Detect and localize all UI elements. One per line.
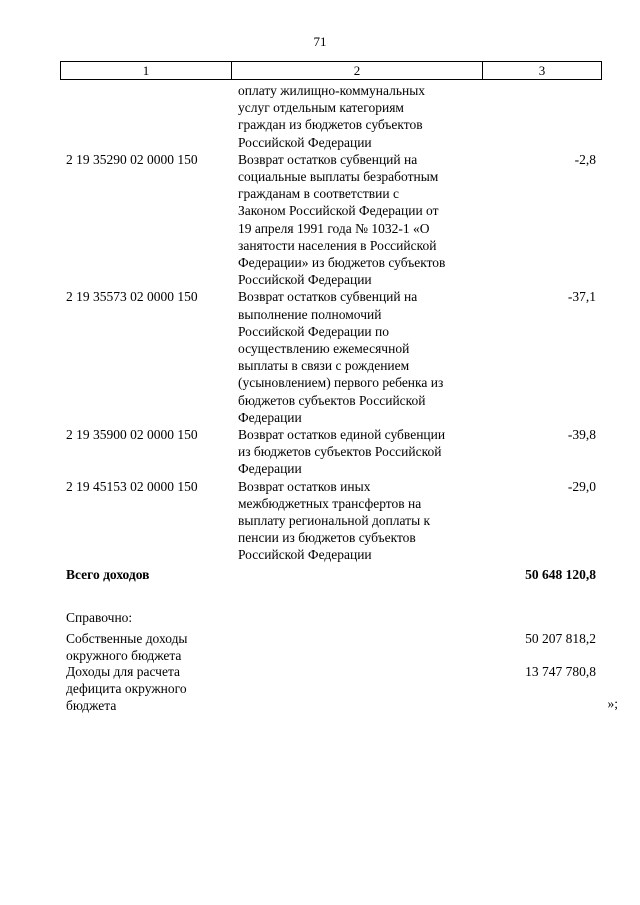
header-col-2: 2 [232,62,483,79]
deficit-income-amount: 13 747 780,8 [525,664,596,679]
own-income-label: Собственные доходы окружного бюджета [66,631,188,664]
row-code: 2 19 35290 02 0000 150 [66,151,198,167]
reference-title: Справочно: [66,610,133,625]
header-col-3: 3 [538,63,546,78]
table-header [60,61,602,80]
row-description: оплату жилищно-коммунальных услуг отдельным категориям граждан из бюджетов субъектов Российской Федерации [238,83,426,150]
total-row [0,566,640,585]
row-amount: -29,0 [567,478,596,494]
page-number: 71 [313,34,327,49]
row-code: 2 19 35900 02 0000 150 [66,427,198,443]
row-description: Возврат остатков субвенций на выполнение полномочий Российской Федерации по осуществлению ежемесячной выплаты в связи с рождением (усыновлением) первого ребенка из бюджетов субъектов Российской Федерации [238,289,444,425]
row-code: 2 19 45153 02 0000 150 [66,478,198,494]
row-amount: -37,1 [567,289,596,305]
deficit-income-label: Доходы для расчета дефицита окружного бюджета [66,664,187,714]
row-description: Возврат остатков иных межбюджетных трансфертов на выплату региональной доплаты к пенсии из бюджетов субъектов Российской Федерации [238,478,431,563]
own-income-amount: 50 207 818,2 [525,631,596,646]
table-row [0,426,640,478]
row-amount: -2,8 [574,151,596,167]
closing-quote-mark: »; [607,696,618,711]
row-amount: -39,8 [567,427,596,443]
total-amount: 50 648 120,8 [525,566,596,582]
table-row [0,478,640,564]
row-description: Возврат остатков субвенций на социальные выплаты безработным гражданам в соответствии с Законом Российской Федерации от 19 апреля 1991 года № 1032-1 «О занятости населения в Российской Федерации» из бюджетов субъектов Российской Федерации [238,151,446,288]
table-body [0,82,640,585]
table-row [0,288,640,426]
table-row [0,151,640,289]
table-row [0,82,640,151]
header-col-1: 1 [61,62,232,79]
row-code: 2 19 35573 02 0000 150 [66,289,198,305]
row-description: Возврат остатков единой субвенции из бюджетов субъектов Российской Федерации [238,427,446,477]
total-label: Всего доходов [66,566,150,582]
